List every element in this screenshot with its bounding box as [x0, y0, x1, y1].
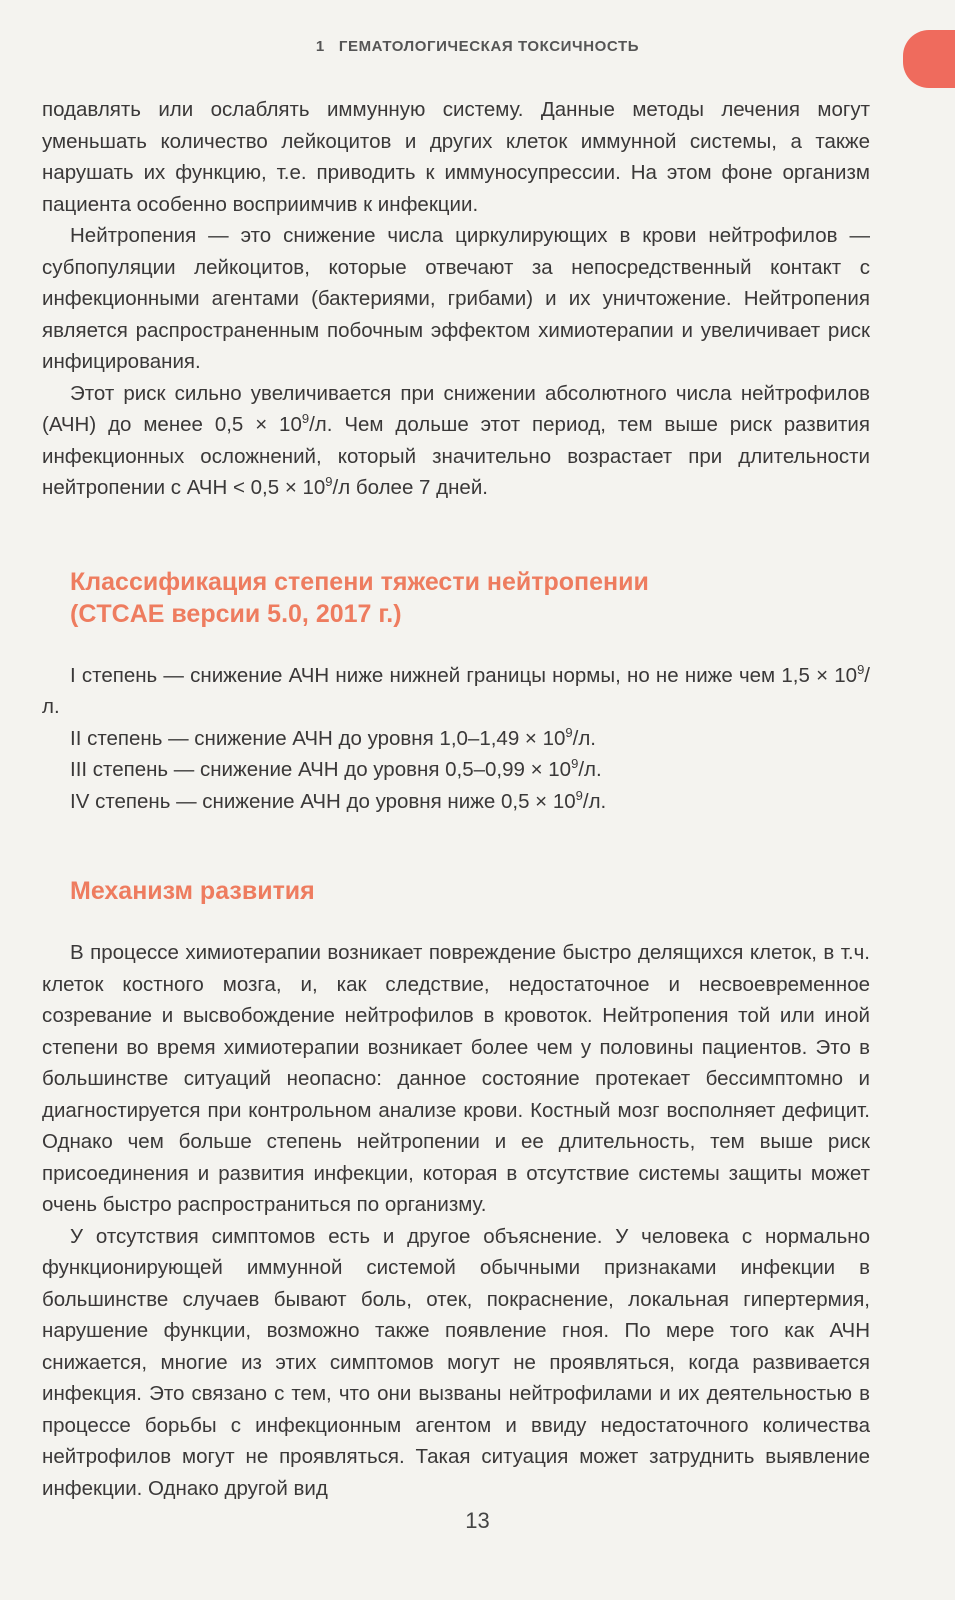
chapter-number: 1 — [315, 38, 325, 55]
chapter-title: ГЕМАТОЛОГИЧЕСКАЯ ТОКСИЧНОСТЬ — [338, 38, 640, 55]
grade-2: II степень — снижение АЧН до уровня $1,0-1,49 \times 10^9/л$. — [70, 724, 596, 750]
mechanism-paragraph-2: У отсутствия симптомов есть и другое объяснение. У человека с нормально функционирующей иммунной системой обычными признаками инфекции в большинстве случаев бывают боль, отек, покраснение, локальная гипертермия, нарушение функции, возможно также появление гноя. По мере того как АЧН снижается, многие из этих симптомов могут не проявляться, когда развивается инфекция. Это связано с тем, что они вызваны нейтрофилами и их деятельностью в процессе борьбы с инфекционным агентом и ввиду недостаточного количества нейтрофилов могут не проявляться. Такая ситуация может затруднить выявление инфекции. Однако другой вид — [42, 1224, 870, 1500]
intro-paragraph-1: подавлять или ослаблять иммунную систему. Данные методы лечения могут уменьшать количество лейкоцитов и других клеток иммунной системы, а также нарушать их функцию, т.е. приводить к иммуносупрессии. На этом фоне организм пациента особенно восприимчив к инфекции. — [42, 98, 870, 216]
intro-paragraph-2: Нейтропения — это снижение числа циркулирующих в крови нейтрофилов — субпопуляции лейкоцитов, которые отвечают за непосредственный контакт с инфекционными агентами (бактериями, грибами) и их уничтожение. Нейтропения является распространенным побочным эффектом химиотерапии и увеличивает риск инфицирования. — [42, 224, 870, 373]
mechanism-paragraph-1: В процессе химиотерапии возникает повреждение быстро делящихся клеток, в т.ч. клеток костного мозга, и, как следствие, недостаточное и несвоевременное созревание и высвобождение нейтрофилов в кровоток. Нейтропения той или иной степени во время химиотерапии возникает более чем у половины пациентов. Это в большинстве ситуаций неопасно: данное состояние протекает бессимптомно и диагностируется при контрольном анализе крови. Костный мозг восполняет дефицит. Однако чем больше степень нейтропении и ее длительность, тем выше риск присоединения и развития инфекции, которая в отсутствие системы защиты может очень быстро распространиться по организму. — [42, 941, 870, 1216]
section-heading-classification: Классификация степени тяжести нейтропении (CTCAE версии 5.0, 2017 г.) — [70, 567, 649, 628]
chapter-tab-marker — [903, 30, 955, 88]
grade-1: I степень — снижение АЧН ниже нижней границы нормы, но не ниже чем $1,5 \times 10^9/л$. — [42, 661, 870, 718]
grade-4: IV степень — снижение АЧН до уровня ниже $0,5 \times 10^9/л$. — [70, 787, 607, 813]
section-heading-mechanism: Механизм развития — [70, 877, 315, 905]
page-body — [42, 94, 870, 1504]
grade-list — [42, 660, 870, 818]
intro-paragraph-3: Этот риск сильно увеличивается при снижении абсолютного числа нейтрофилов (АЧН) до менее $0,5 \times 10^9/л$. Чем дольше этот период, тем выше риск развития инфекционных осложнений, который значительно возрастает при длительности нейтропении с АЧН < $0,5 \times 10^9/л$ более 7 дней. — [42, 381, 870, 499]
grade-3: III степень — снижение АЧН до уровня $0,5-0,99 \times 10^9/л$. — [70, 756, 602, 781]
running-header — [0, 38, 955, 55]
page-number: 13 — [465, 1508, 490, 1533]
